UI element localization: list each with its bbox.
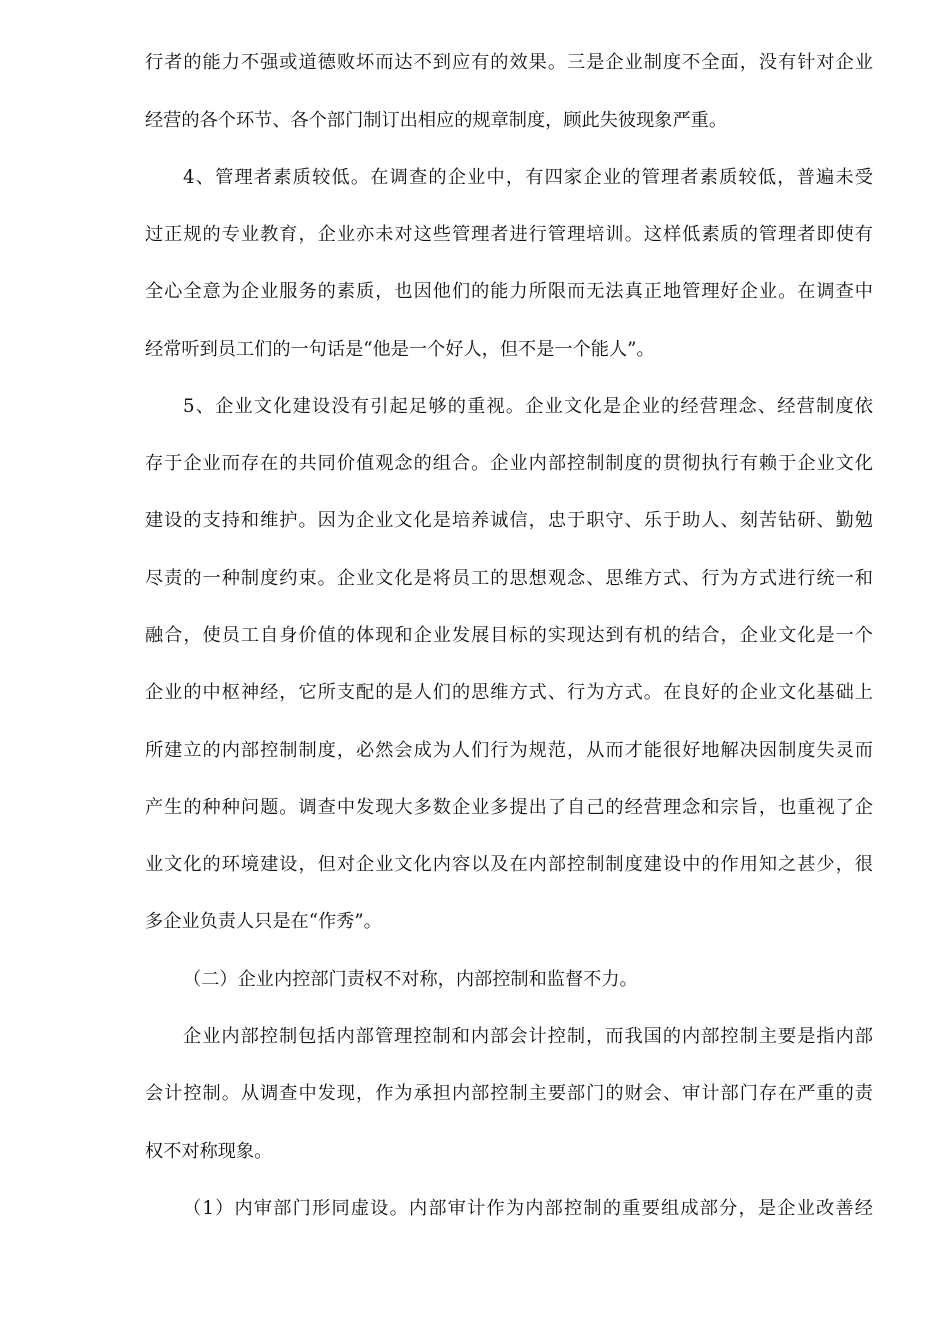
- text-line: 产生的种种问题。调查中发现大多数企业多提出了自己的经营理念和宗旨，也重视了企: [145, 797, 873, 818]
- text-line: 全心全意为企业服务的素质，也因他们的能力所限而无法真正地管理好企业。在调查中: [145, 281, 873, 302]
- text-line: 企业的中枢神经，它所支配的是人们的思维方式、行为方式。在良好的企业文化基础上: [145, 682, 873, 703]
- text-line: 4、管理者素质较低。在调查的企业中，有四家企业的管理者素质较低，普遍未受: [183, 167, 873, 188]
- text-line: （二）企业内控部门责权不对称，内部控制和监督不力。: [183, 969, 638, 990]
- text-line: 所建立的内部控制制度，必然会成为人们行为规范，从而才能很好地解决因制度失灵而: [145, 740, 873, 761]
- text-line: 融合，使员工自身价值的体现和企业发展目标的实现达到有机的结合，企业文化是一个: [145, 625, 873, 646]
- text-line: 5、企业文化建设没有引起足够的重视。企业文化是企业的经营理念、经营制度依: [183, 396, 873, 417]
- text-line: 行者的能力不强或道德败坏而达不到应有的效果。三是企业制度不全面，没有针对企业: [145, 52, 873, 73]
- text-line: 建设的支持和维护。因为企业文化是培养诚信，忠于职守、乐于助人、刻苦钻研、勤勉: [145, 510, 873, 531]
- text-line: （1）内审部门形同虚设。内部审计作为内部控制的重要组成部分，是企业改善经: [183, 1198, 873, 1219]
- text-line: 业文化的环境建设，但对企业文化内容以及在内部控制制度建设中的作用知之甚少，很: [145, 854, 873, 875]
- text-line: 经营的各个环节、各个部门制订出相应的规章制度，顾此失彼现象严重。: [145, 110, 728, 131]
- text-line: 尽责的一种制度约束。企业文化是将员工的思想观念、思维方式、行为方式进行统一和: [145, 568, 873, 589]
- text-line: 过正规的专业教育，企业亦未对这些管理者进行管理培训。这样低素质的管理者即使有: [145, 224, 873, 245]
- text-line: 会计控制。从调查中发现，作为承担内部控制主要部门的财会、审计部门存在严重的责: [145, 1083, 873, 1104]
- text-line: 存于企业而存在的共同价值观念的组合。企业内部控制制度的贯彻执行有赖于企业文化: [145, 453, 873, 474]
- text-line: 权不对称现象。: [145, 1141, 273, 1162]
- text-line: 经常听到员工们的一句话是“他是一个好人，但不是一个能人”。: [145, 339, 655, 360]
- text-line: 企业内部控制包括内部管理控制和内部会计控制，而我国的内部控制主要是指内部: [183, 1026, 873, 1047]
- text-line: 多企业负责人只是在“作秀”。: [145, 911, 382, 932]
